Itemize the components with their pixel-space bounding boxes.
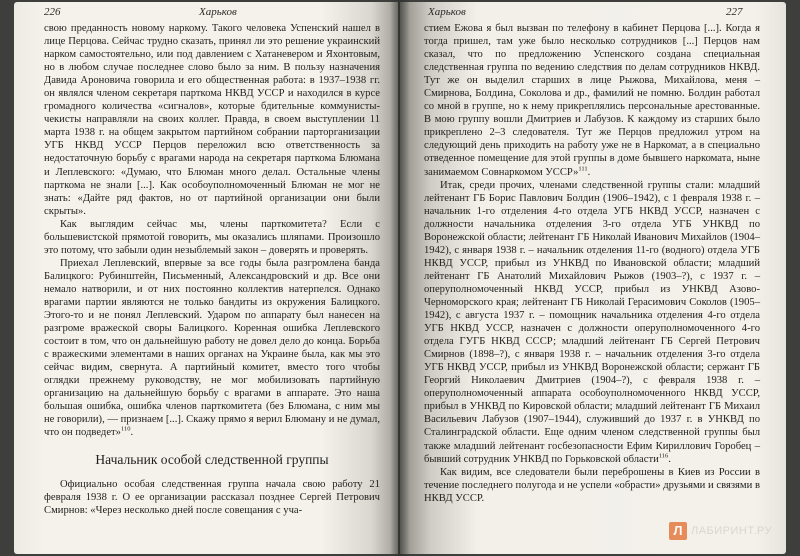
footnote-mark: 111: [578, 164, 588, 172]
left-page: [14, 2, 398, 554]
page-number-left: 226: [44, 6, 61, 18]
page-number-right: 227: [726, 6, 743, 18]
running-head-left: Харьков: [199, 6, 237, 18]
right-paragraph-1-text: стием Ежова я был вызван по телефону в кабинет Перцова [...]. Когда я тогда пришел, там уже было несколько сотрудников [...] Перцов нам сказал, что по предложению Успенского создана специальная следственная группа по ведению следствия по делам сотрудников НКВД. Тут же он выделил старших в лице Рыжова, Михайлова, меня – Смирнова, Болдина, Соколова и др., фамилий не помню. Болдин работал со мной в группе, но к нему прикреплялись персональные арестованные. В мою группу вошли Дмитриев и Лабузов. К каждому из старших было прикреплено 2–3 следователя. Тут же Перцов предложил утром на следующий день приходить на работу уже не в Наркомат, а в специально отведенное помещение для этой группы в доме бывшего наркомата, ныне занимаемом Совнаркомом УССР»: [424, 23, 760, 178]
left-paragraph-3: Приехал Леплевский, впервые за все годы была разгромлена банда Балицкого: Рубинштейн, Письменный, Александровский и др. Все они немало натворили, и от них постоянно коллектив натерпелся. Однако врагами партии являются не только бандиты из окружения Балицкого. Этого-то и не понял Леплевский. Ударом по аппарату был нанесен на разгроме вражеской своры Балицкого. Коренная ошибка Леплевского состоит в том, что он дальнейшую работу не довел дело до конца. Борьба с вражескими элементами в наших органах на Украине была, как мы это сейчас видим, свернута. А партийный комитет, вместо того чтобы оглядки прежнему руководству, не мог мобилизовать партийную организацию на дальнейшую борьбу с врагами в аппарате. Это наша большая ошибка, ошибка членов парткомитета (без Блюмана, с ним мы не говорили), — признаем [...]. Скажу прямо я верил Блюману и не думал, что он подведет»$^{110}$.: [44, 257, 380, 439]
right-body-text: [424, 22, 760, 505]
footnote-mark: 116: [658, 452, 669, 460]
running-head-right: Харьков: [428, 6, 466, 18]
right-paragraph-2-text: Итак, среди прочих, членами следственной группы стали: младший лейтенант ГБ Борис Павлович Болдин (1906–1942), с 1 февраля 1938 г. – начальник 1-го отделения 4-го отдела УГБ НКВД УССР, назначен с должности начальника отделения 3-го отдела УГБ УНКВД по Воронежской области; лейтенант ГБ Николай Иванович Михайлов (1904–1942), с января 1938 г. – начальник отделения 11-го (водного) отдела УГБ НКВД УССР, прибыл из УНКВД по Ивановской области; младший лейтенант ГБ Анатолий Михайлович Рыжов (1903–?), с 1937 г. – оперуполномоченный НКВД УССР, прибыл из УНКВД Азово-Черноморского края; лейтенант ГБ Николай Герасимович Соколов (1905–1942), с августа 1937 г. – помощник начальника отделения 4-го отдела УГБ НКВД УССР, назначен с должности оперуполномоченного 4-го отдела ГУГБ НКВД СССР; младший лейтенант ГБ Сергей Петрович Смирнов (1898–?), с января 1938 г. – начальник отделения 3-го отдела УГБ НКВД УССР, прибыл из УНКВД Воронежской области; сержант ГБ Георгий Николаевич Дмитриев (1904–?), с февраля 1938 г. – оперуполномоченный аппарата особоуполномоченного НКВД УССР, прибыл в УНКВД по Кировской области; младший лейтенант ГБ Михаил Васильевич Лабузов (1907–1944), служивший до 1937 г. в УНКВД по Сталинградской области. Еще одним членом следственной группы был также младший лейтенант госбезопасности Ефим Кириллович Горобец – бывший сотрудник УНКВД по Горьковской области: [424, 179, 760, 465]
section-paragraph: Официально особая следственная группа начала свою работу 21 февраля 1938 г. О ее организации рассказал позднее Сергей Петрович Смирнов: «Через несколько дней после совещания с уча-: [44, 479, 380, 517]
right-paragraph-3: Как видим, все следователи были переброшены в Киев из России в течение последнего полугода и не успели «обрасти» друзьями и связями в НКВД УССР.: [424, 466, 760, 504]
labirint-logo-icon: Л: [669, 522, 687, 540]
left-paragraph-3-text: Приехал Леплевский, впервые за все годы была разгромлена банда Балицкого: Рубинштейн, Письменный, Александровский и др. Все они немало натворили, и от них постоянно коллектив натерпелся. Однако врагами партии являются не только бандиты из окружения Балицкого. Этого-то и не понял Леплевский. Ударом по аппарату был нанесен на разгроме вражеской своры Балицкого. Коренная ошибка Леплевского состоит в том, что он дальнейшую работу не довел дело до конца. Борьба с вражескими элементами в наших органах на Украине была, как мы это сейчас видим, свернута. А партийный комитет, вместо того чтобы оглядки прежнему руководству, не мог мобилизовать партийную организацию на дальнейшую борьбу с врагами в аппарате. Это наша большая ошибка, ошибка членов парткомитета (без Блюмана, с ним мы не говорили), — признаем [...]. Скажу прямо я верил Блюману и не думал, что он подведет»: [44, 257, 380, 439]
left-body-text: [44, 22, 380, 440]
section-heading: Начальник особой следственной группы: [95, 452, 329, 467]
left-paragraph-1: свою преданность новому наркому. Такого человека Успенский нашел в лице Перцова. Сейчас трудно сказать, принял ли это решение украинский нарком самостоятельно, или под давлением с Хатаневером и Яхонтовым, но в любом случае последнее слово было за ним. В пользу назначения Давида Ароновича говорила и его общественная работа: в 1937–1938 гг. он являлся членом секретаря парткома НКВД УССР и находился в курсе громадного количества «сигналов», которые бдительные коммунисты-чекисты направляли на своих коллег. Правда, в своем выступлении 11 марта 1938 г. на общем закрытом партийном собрании парторганизации УГБ НКВД УССР Перцов переложил всю ответственность за недостаточную борьбу с врагами народа на секретаря парткома Блюмана и Леплевского: «Думаю, что Блюман много делал. Остальные члены парткома не знали [...]. Как особоуполномоченный Блюман не мог не знать: «Дайте ряд фактов, но от партийной организации они были скрыты».: [44, 23, 380, 217]
watermark-text: ЛАБИРИНТ.РУ: [690, 525, 772, 537]
right-paragraph-1: стием Ежова я был вызван по телефону в кабинет Перцова [...]. Когда я тогда пришел, там уже было несколько сотрудников [...] Перцов нам сказал, что по предложению Успенского создана специальная следственная группа по ведению следствия по делам сотрудников НКВД. Тут же он выделил старших в лице Рыжова, Михайлова, меня – Смирнова, Болдина, Соколова и др., фамилий не помню. Болдин работал со мной в группе, но к нему прикреплялись персональные арестованные. В мою группу вошли Дмитриев и Лабузов. К каждому из старших было прикреплено 2–3 следователя. Тут же Перцов предложил утром на следующий день приходить на работу уже не в Наркомат, а в специально отведенное помещение для этой группы в доме бывшего наркомата, ныне занимаемом Совнаркомом УССР»$^{111}$.: [424, 23, 760, 178]
left-paragraph-2: Как выглядим сейчас мы, члены парткомитета? Если с большевистской прямотой говорить, мы оказались шляпами. Произошло это потому, что забыли один незыблемый закон – доверять и проверять.: [44, 218, 380, 256]
section-body-text: [44, 478, 380, 517]
right-page: [400, 2, 786, 554]
right-paragraph-2: Итак, среди прочих, членами следственной группы стали: младший лейтенант ГБ Борис Павлович Болдин (1906–1942), с 1 февраля 1938 г. – начальник 1-го отделения 4-го отдела УГБ НКВД УССР, назначен с должности начальника отделения 3-го отдела УГБ УНКВД по Воронежской области; лейтенант ГБ Николай Иванович Михайлов (1904–1942), с января 1938 г. – начальник отделения 11-го (водного) отдела УГБ НКВД УССР, прибыл из УНКВД по Ивановской области; младший лейтенант ГБ Анатолий Михайлович Рыжов (1903–?), с 1937 г. – оперуполномоченный НКВД УССР, прибыл из УНКВД Азово-Черноморского края; лейтенант ГБ Николай Герасимович Соколов (1905–1942), с августа 1937 г. – помощник начальника отделения 4-го отдела УГБ НКВД УССР, назначен с должности оперуполномоченного 4-го отдела ГУГБ НКВД СССР; младший лейтенант ГБ Сергей Петрович Смирнов (1898–?), с января 1938 г. – начальник отделения 3-го отдела УГБ НКВД УССР, прибыл из УНКВД Воронежской области; сержант ГБ Георгий Николаевич Дмитриев (1904–?), с февраля 1938 г. – оперуполномоченный аппарата особоуполномоченного НКВД УССР, прибыл в УНКВД по Кировской области; младший лейтенант ГБ Михаил Васильевич Лабузов (1907–1944), служивший до 1937 г. в УНКВД по Сталинградской области. Еще одним членом следственной группы был также младший лейтенант госбезопасности Ефим Кириллович Горобец – бывший сотрудник УНКВД по Горьковской области$^{116}$.: [424, 179, 760, 465]
watermark: [669, 522, 772, 540]
footnote-mark: 110: [120, 425, 131, 433]
